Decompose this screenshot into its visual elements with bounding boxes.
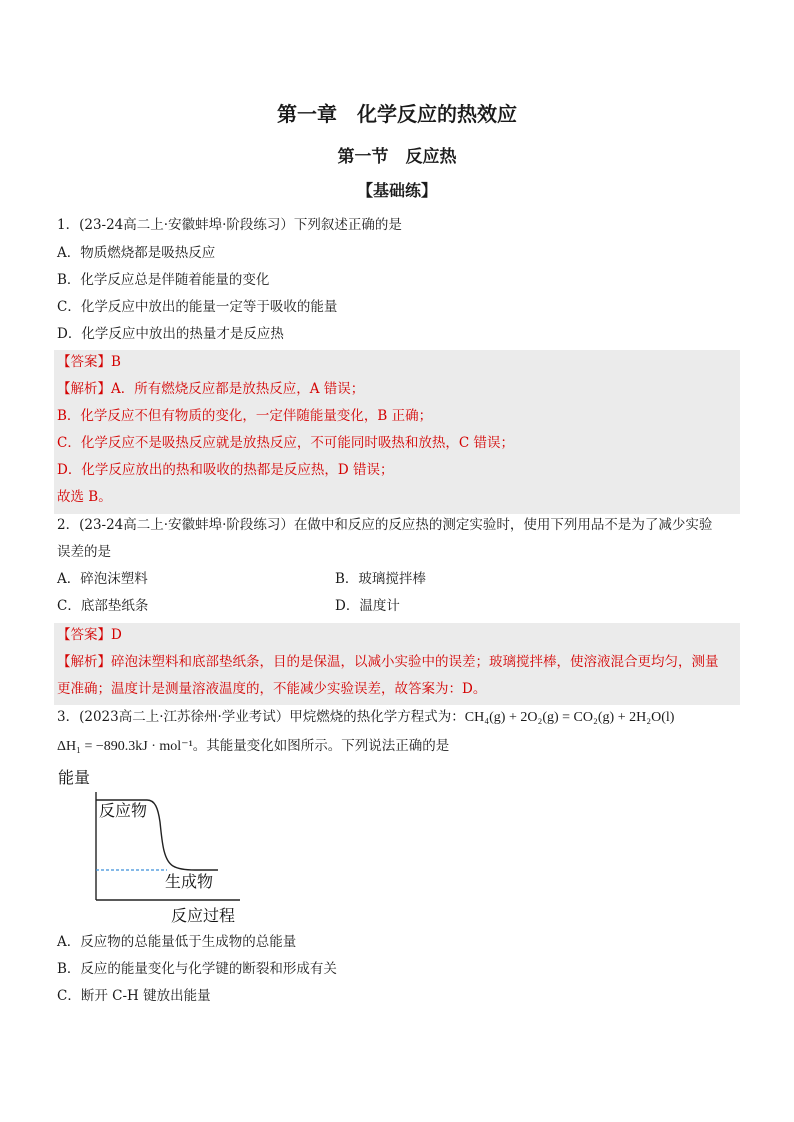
- q1-option-d: D．化学反应中放出的热量才是反应热: [57, 326, 284, 342]
- q1-option-b: B．化学反应总是伴随着能量的变化: [57, 272, 270, 288]
- analysis-text: 碎泡沫塑料和底部垫纸条，目的是保温，以减小实验中的误差；玻璃搅拌棒，使溶液混合更均匀，测量: [111, 654, 719, 670]
- q2-option-c: C．底部垫纸条: [57, 598, 149, 614]
- q3-equation: CH₄(g) + 2O₂(g) = CO₂(g) + 2H₂O(l): [464, 710, 675, 725]
- analysis-tag: 【解析】: [57, 381, 111, 397]
- q1-analysis-4: D．化学反应放出的热和吸收的热都是反应热，D 错误；: [57, 462, 394, 478]
- answer-tag: 【答案】: [57, 354, 111, 370]
- exercise-tag: 【基础练】: [356, 181, 437, 200]
- q1-stem: 1．(23-24高二上·安徽蚌埠·阶段练习）下列叙述正确的是: [57, 217, 402, 233]
- q2-analysis-2: 更准确；温度计是测量溶液温度的，不能减少实验误差，故答案为：D。: [57, 681, 487, 697]
- diagram-ylabel: 能量: [58, 768, 91, 787]
- product-label: 生成物: [165, 872, 214, 891]
- q1-analysis-5: 故选 B。: [57, 489, 112, 505]
- q2-answer: [57, 626, 122, 644]
- q2-analysis-1: [57, 653, 719, 671]
- energy-diagram: [55, 762, 255, 927]
- answer-tag: 【答案】: [57, 627, 111, 643]
- q3-stem-prefix: 3．(2023高二上·江苏徐州·学业考试）甲烷燃烧的热化学方程式为：: [57, 709, 465, 725]
- q1-option-a: A．物质燃烧都是吸热反应: [57, 245, 216, 261]
- q2-option-a: A．碎泡沫塑料: [57, 571, 148, 587]
- q3-option-b: B．反应的能量变化与化学键的断裂和形成有关: [57, 961, 337, 977]
- chapter-title: 第一章 化学反应的热效应: [277, 102, 517, 126]
- q1-option-c: C．化学反应中放出的能量一定等于吸收的能量: [57, 299, 338, 315]
- answer-value: B: [111, 354, 121, 370]
- q3-option-c: C．断开 C-H 键放出能量: [57, 988, 211, 1004]
- q3-delta-h: ΔH₁ = −890.3kJ · mol⁻¹: [57, 739, 193, 754]
- q2-stem-2: 误差的是: [57, 544, 111, 560]
- q2-option-d: D．温度计: [335, 598, 400, 614]
- q3-option-a: A．反应物的总能量低于生成物的总能量: [57, 934, 297, 950]
- q1-answer-box: [54, 350, 740, 514]
- q3-stem-suffix: 。其能量变化如图所示。下列说法正确的是: [192, 738, 450, 754]
- q1-answer: [57, 353, 121, 371]
- q1-analysis-2: B．化学反应不但有物质的变化，一定伴随能量变化，B 正确；: [57, 408, 433, 424]
- q3-stem-2: [57, 737, 449, 756]
- reactant-label: 反应物: [99, 801, 148, 820]
- q3-stem-1: [57, 708, 674, 727]
- analysis-text: A．所有燃烧反应都是放热反应，A 错误；: [111, 381, 365, 397]
- q1-analysis-1: [57, 380, 364, 398]
- diagram-xlabel: 反应过程: [171, 906, 236, 925]
- q1-analysis-3: C．化学反应不是吸热反应就是放热反应，不可能同时吸热和放热，C 错误；: [57, 435, 514, 451]
- section-title: 第一节 反应热: [337, 147, 457, 167]
- q2-stem-1: 2．(23-24高二上·安徽蚌埠·阶段练习）在做中和反应的反应热的测定实验时，使用下列用品不是为了减少实验: [57, 517, 713, 533]
- analysis-tag: 【解析】: [57, 654, 111, 670]
- q2-option-b: B．玻璃搅拌棒: [335, 571, 426, 587]
- answer-value: D: [111, 627, 122, 643]
